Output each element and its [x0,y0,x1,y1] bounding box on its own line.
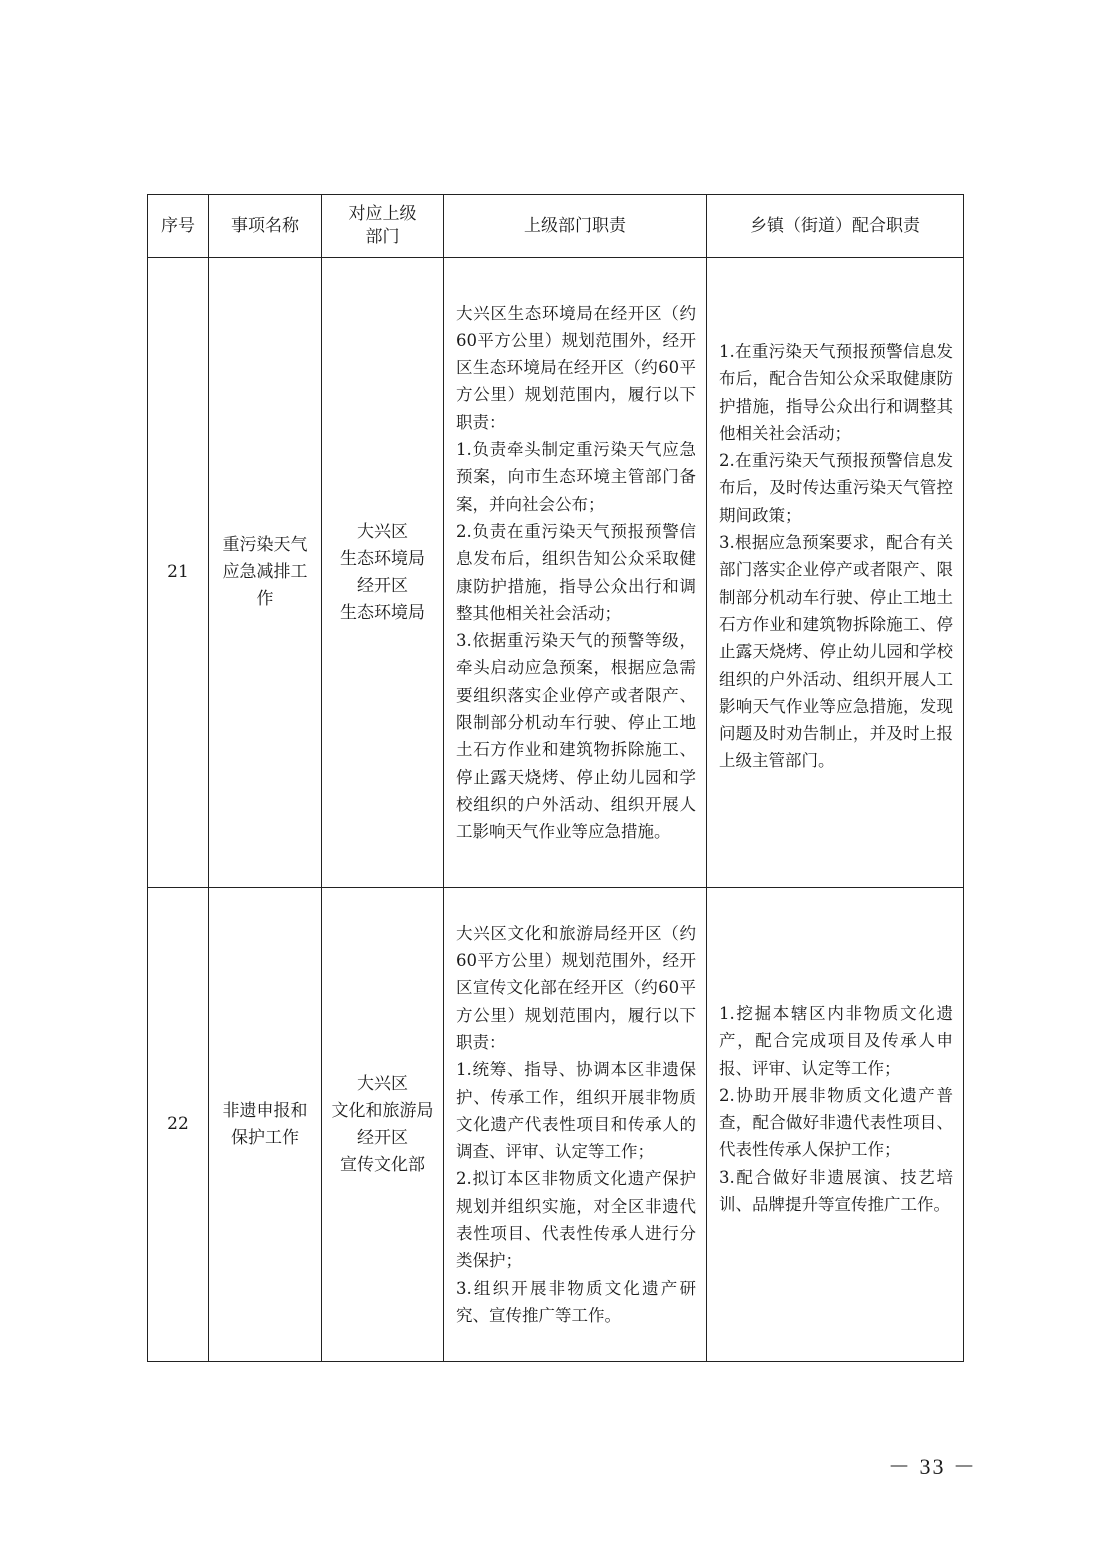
duty-paragraph: 2.拟订本区非物质文化遗产保护规划并组织实施，对全区非遗代表性项目、代表性传承人进行分类保护； [456,1169,696,1271]
row-seq: 22 [148,888,209,1362]
row-item-name [209,888,322,1362]
header-seq: 序号 [148,195,209,258]
table-row [148,258,964,888]
row-town-duty [707,888,964,1362]
dept-line: 大兴区 [357,1073,408,1094]
dept-line: 宣传文化部 [340,1154,425,1175]
responsibility-table [147,194,964,1362]
row-upper-dept [322,258,444,888]
row-upper-duty [444,888,707,1362]
dept-line: 文化和旅游局 [331,1100,434,1121]
duty-paragraph: 2.负责在重污染天气预报预警信息发布后，组织告知公众采取健康防护措施，指导公众出行和调整其他相关社会活动； [456,521,696,623]
page-number: － 33 － [888,1454,978,1479]
row-upper-dept [322,888,444,1362]
duty-paragraph: 3.组织开展非物质文化遗产研究、宣传推广等工作。 [456,1278,696,1325]
row-item-name-text: 非遗申报和保护工作 [222,1100,308,1148]
duty-paragraph: 1.统筹、指导、协调本区非遗保护、传承工作，组织开展非物质文化遗产代表性项目和传承人的调查、评审、认定等工作； [456,1060,696,1162]
dept-line: 经开区 [357,575,408,596]
duty-paragraph: 1.在重污染天气预报预警信息发布后，配合告知公众采取健康防护措施，指导公众出行和调整其他相关社会活动； [719,342,953,443]
dept-line: 生态环境局 [340,602,425,623]
dept-line: 经开区 [357,1127,408,1148]
duty-paragraph: 1.挖掘本辖区内非物质文化遗产，配合完成项目及传承人申报、评审、认定等工作； [719,1004,953,1078]
duty-paragraph: 3.配合做好非遗展演、技艺培训、品牌提升等宣传推广工作。 [719,1167,953,1215]
dept-line: 生态环境局 [340,548,425,569]
row-seq: 21 [148,258,209,888]
duty-paragraph: 2.协助开展非物质文化遗产普查，配合做好非遗代表性项目、代表性传承人保护工作； [719,1085,953,1160]
row-item-name [209,258,322,888]
table-header-row [148,195,964,258]
header-item-name: 事项名称 [209,195,322,258]
duty-paragraph: 3.根据应急预案要求，配合有关部门落实企业停产或者限产、限制部分机动车行驶、停止工地土石方作业和建筑物拆除施工、停止露天烧烤、停止幼儿园和学校组织的户外活动、组织开展人工影响天气作业等应急措施，发现问题及时劝告制止，并及时上报上级主管部门。 [719,533,953,771]
header-upper-duty: 上级部门职责 [444,195,707,258]
header-upper-dept-label: 对应上级部门 [348,204,417,247]
duty-paragraph: 1.负责牵头制定重污染天气应急预案，向市生态环境主管部门备案，并向社会公布； [456,440,696,514]
table-row [148,888,964,1362]
duty-paragraph: 3.依据重污染天气的预警等级，牵头启动应急预案，根据应急需要组织落实企业停产或者限产、限制部分机动车行驶、停止工地土石方作业和建筑物拆除施工、停止露天烧烤、停止幼儿园和学校组织的户外活动、组织开展人工影响天气作业等应急措施。 [456,631,696,842]
duty-paragraph: 2.在重污染天气预报预警信息发布后，及时传达重污染天气管控期间政策； [719,451,953,525]
header-town-duty: 乡镇（街道）配合职责 [707,195,964,258]
header-upper-dept [322,195,444,258]
row-town-duty [707,258,964,888]
duty-paragraph: 大兴区文化和旅游局经开区（约60平方公里）规划范围外，经开区宣传文化部在经开区（约60平方公里）规划范围内，履行以下职责： [456,923,696,1052]
row-upper-duty [444,258,707,888]
row-item-name-text: 重污染天气应急减排工作 [222,535,308,609]
dept-line: 大兴区 [357,521,408,542]
duty-paragraph: 大兴区生态环境局在经开区（约60平方公里）规划范围外，经开区生态环境局在经开区（约60平方公里）规划范围内，履行以下职责： [456,303,696,432]
